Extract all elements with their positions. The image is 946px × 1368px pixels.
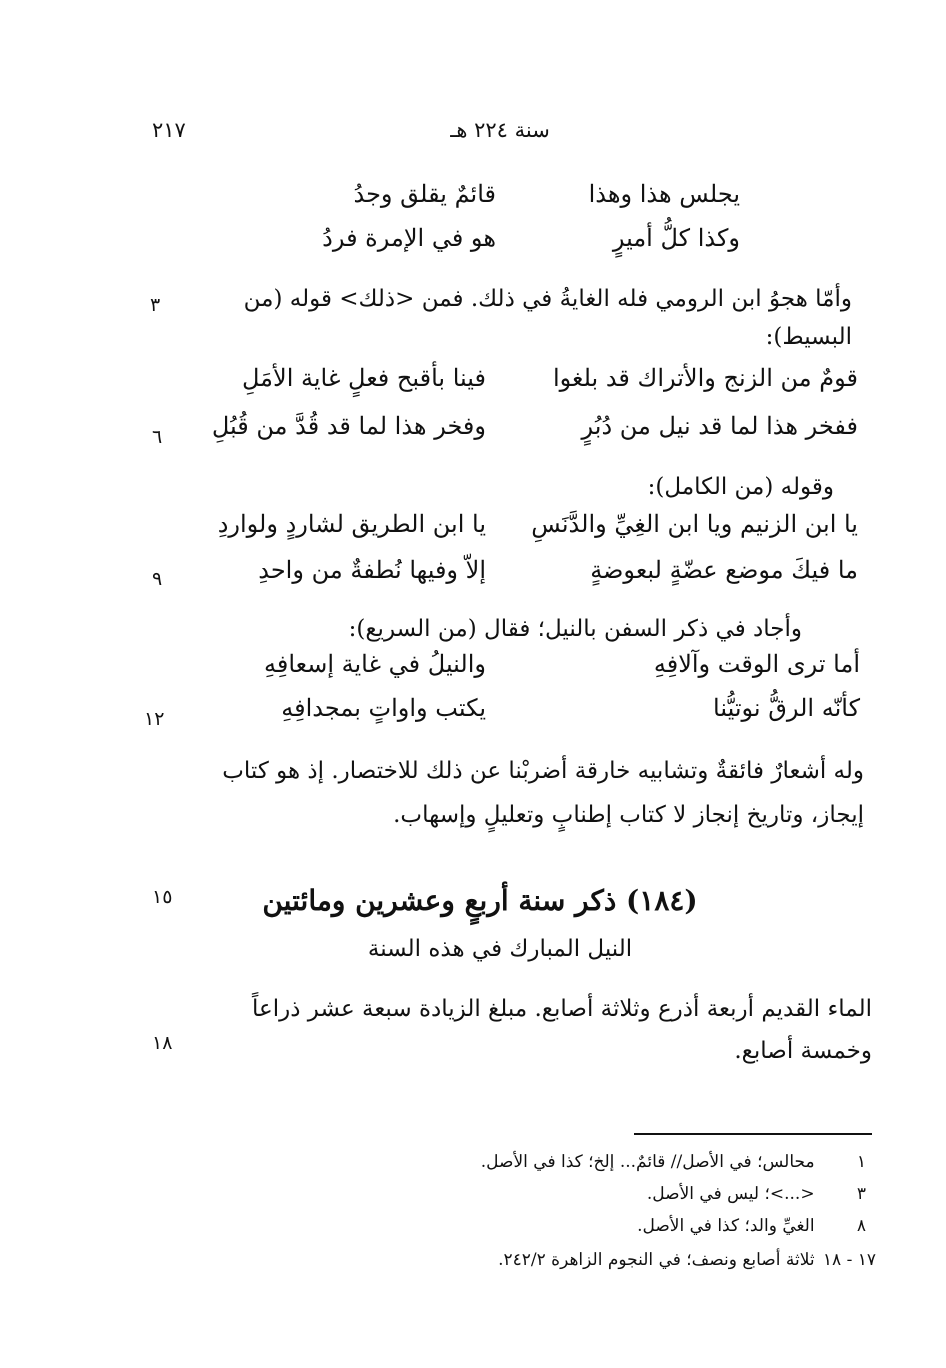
section-subtitle: النيل المبارك في هذه السنة <box>367 936 633 962</box>
section-title: (١٨٤) ذكر سنة أربعٍ وعشرين ومائتين <box>262 884 698 917</box>
verse-2-first: ففخر هذا لما قد نيل من دُبُرٍ <box>581 412 858 440</box>
margin-line-number: ٣ <box>150 294 161 316</box>
footnote-text: <...>؛ ليس في الأصل. <box>646 1184 815 1204</box>
paragraph-line: إيجاز، وتاريخ إنجاز لا كتاب إطنابٍ وتعليلٍ وإسهاب. <box>393 802 864 828</box>
paragraph-line: الماء القديم أربعة أذرع وثلاثة أصابع. مبلغ الزيادة سبعة عشر ذراعاً <box>251 996 872 1022</box>
paragraph-2 <box>164 746 864 840</box>
verse-1-first: قومٌ من الزنج والأتراك قد بلغوا <box>552 364 858 392</box>
poem-4-intro: وأجاد في ذكر السفن بالنيل؛ فقال (من السريع): <box>348 616 802 642</box>
verse-2-second: وفخر هذا لما قد قُدَّ من قُبُلِ <box>211 412 486 440</box>
margin-line-number: ٩ <box>152 568 163 590</box>
verse-2-second: يكتب واواتٍ بمجدافِهِ <box>281 694 486 722</box>
running-title: سنة ٢٢٤ هـ <box>450 118 550 142</box>
margin-line-number: ٦ <box>152 426 163 448</box>
footnote-number: ١٧ - ١٨ <box>822 1250 876 1270</box>
margin-line-number: ١٥ <box>152 886 173 908</box>
footnote-text: محالس؛ في الأصل// قائمٌ... إلخ؛ كذا في الأصل. <box>480 1152 815 1172</box>
verse-1-first: يجلس هذا وهذا <box>588 180 740 208</box>
verse-2-first: ما فيكَ موضع عضّةٍ لبعوضةٍ <box>590 556 858 584</box>
verse-2-first: كأنّه الرقُّ نوتيُّنا <box>713 694 860 722</box>
footnote-number: ٣ <box>856 1184 866 1204</box>
page-header <box>140 118 860 150</box>
verse-1-first: أما ترى الوقت وآلافِهِ <box>653 650 860 678</box>
paragraph-line: وخمسة أصابع. <box>734 1038 872 1064</box>
paragraph-line: وأمّا هجوُ ابن الرومي فله الغايةُ في ذلك. فمن <ذلك> قوله (من <box>243 286 852 312</box>
paragraph-line: البسيط): <box>765 324 852 350</box>
paragraph-3 <box>162 984 872 1076</box>
margin-line-number: ١٨ <box>152 1032 173 1054</box>
poem-3-intro: وقوله (من الكامل): <box>647 474 834 500</box>
verse-1-second: يا ابن الطريق لشاردٍ ولواردِ <box>217 510 486 538</box>
verse-1-second: قائمٌ يقلق وجدُ <box>353 180 496 208</box>
footnote-number: ١ <box>856 1152 866 1172</box>
margin-line-number: ١٢ <box>144 708 165 730</box>
footnote-text: ثلاثة أصابع ونصف؛ في النجوم الزاهرة ٢٤٢/٢. <box>498 1250 815 1270</box>
verse-2-second: إلاّ وفيها نُطفةٌ من واحدِ <box>258 556 486 584</box>
verse-2-first: وكذا كلُّ أميرٍ <box>612 224 740 252</box>
footnote-text: الغيِّ والد؛ كذا في الأصل. <box>637 1216 815 1236</box>
footnote <box>637 1216 866 1236</box>
page-number: ٢١٧ <box>152 118 186 142</box>
verse-2-second: هو في الإمرة فردُ <box>322 224 496 252</box>
verse-1-second: فينا بأقبح فعلٍ غاية الأمَلِ <box>241 364 486 392</box>
footnote-rule <box>634 1133 872 1135</box>
paragraph-1 <box>140 274 852 362</box>
footnote-number: ٨ <box>856 1216 866 1236</box>
verse-1-second: والنيلُ في غاية إسعافِهِ <box>263 650 486 678</box>
footnote <box>647 1184 866 1204</box>
footnote <box>481 1152 866 1172</box>
footnote <box>498 1250 876 1270</box>
paragraph-line: وله أشعارٌ فائقةٌ وتشابيه خارقة أضربْنا عن ذلك للاختصار. إذ هو كتاب <box>222 758 864 784</box>
verse-1-first: يا ابن الزنيم ويا ابن الغِيِّ والدَّنَسِ <box>531 510 858 538</box>
